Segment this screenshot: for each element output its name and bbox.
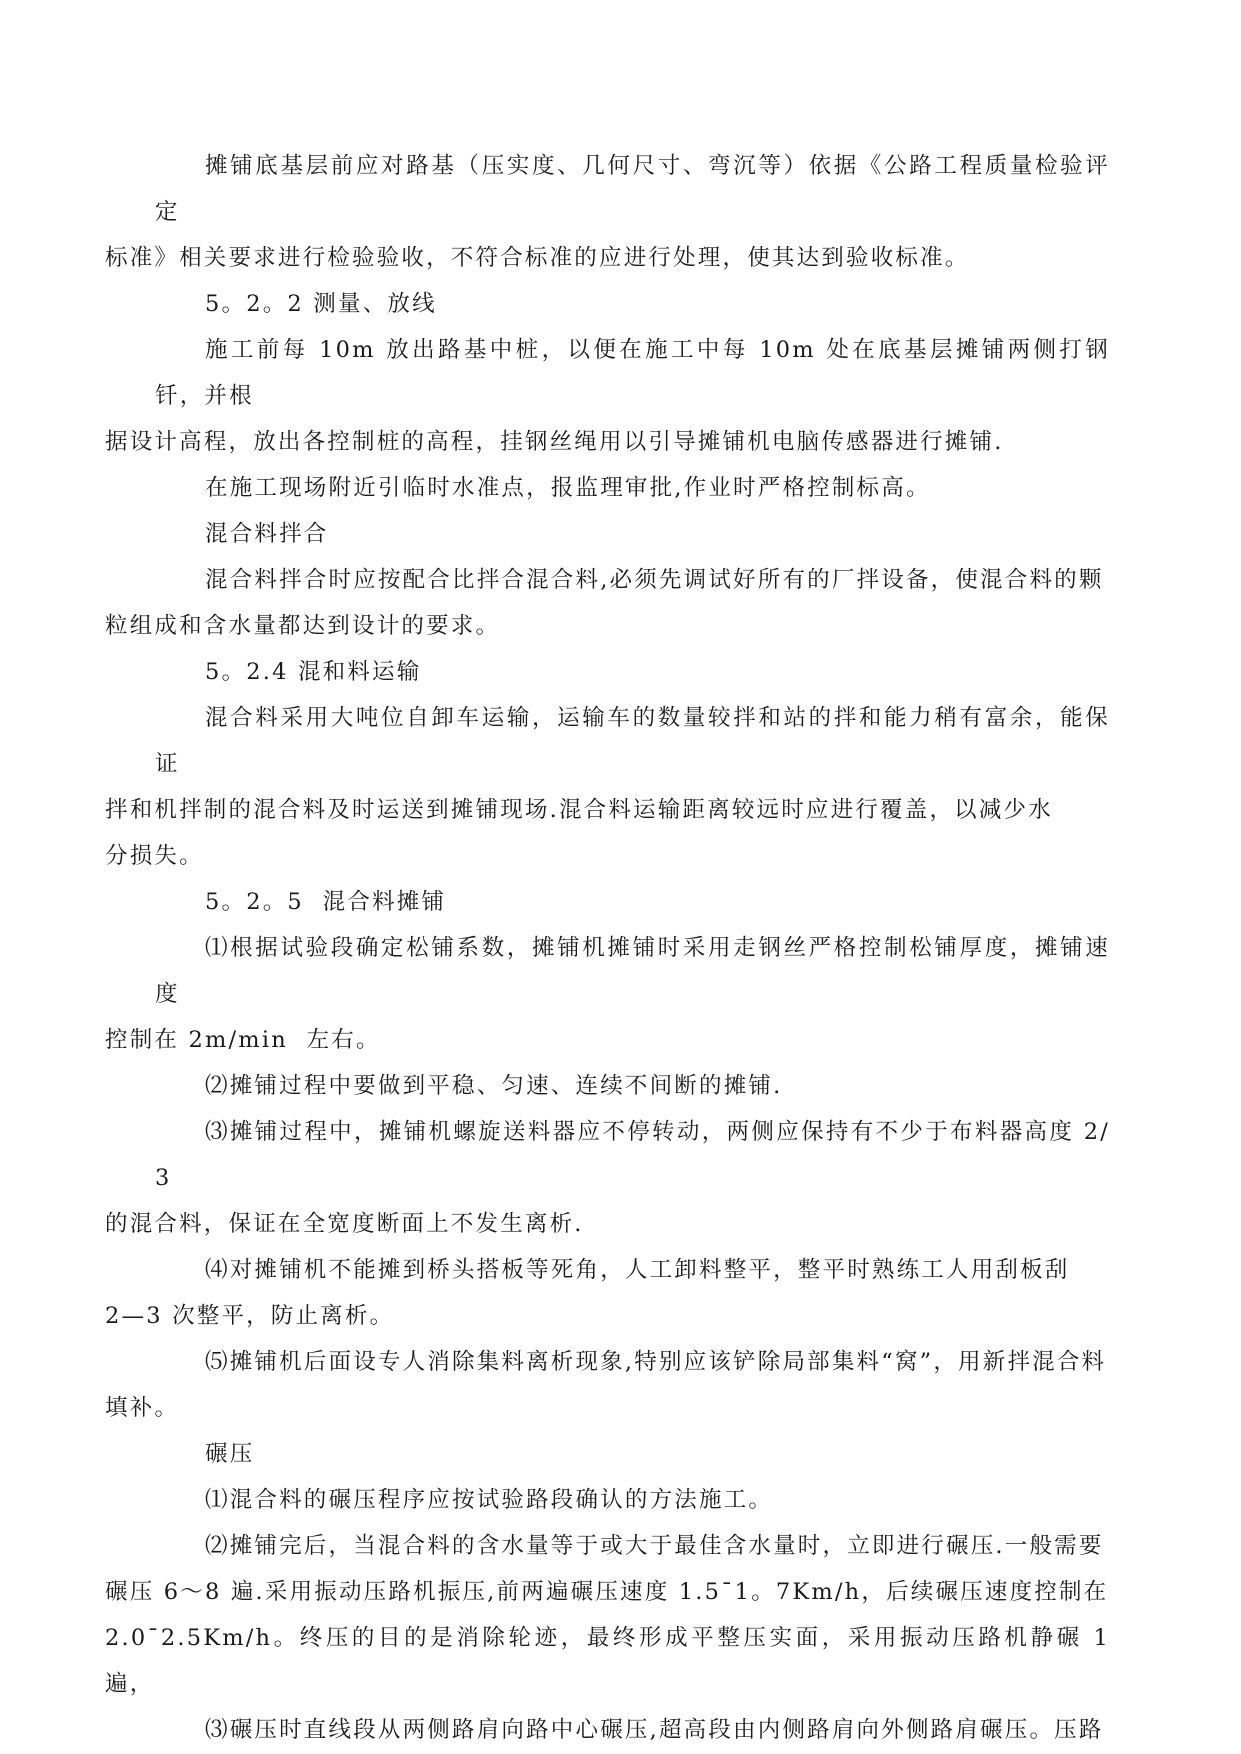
- paragraph-line: 分损失。: [105, 843, 204, 869]
- paragraph: [105, 1247, 1110, 1339]
- paragraph-line: 2—3 次整平，防止离析。: [105, 1303, 395, 1329]
- paragraph-line: 在施工现场附近引临时水准点，报监理审批,作业时严格控制标高。: [205, 475, 931, 501]
- paragraph-line: 标准》相关要求进行检验验收，不符合标准的应进行处理，使其达到验收标准。: [105, 245, 970, 271]
- paragraph: [105, 925, 1110, 1063]
- paragraph-line: 拌和机拌制的混合料及时运送到摊铺现场.混合料运输距离较远时应进行覆盖，以减少水: [105, 797, 1053, 823]
- paragraph: [155, 1063, 1110, 1109]
- paragraph-line: ⑴混合料的碾压程序应按试验路段确认的方法施工。: [205, 1487, 774, 1513]
- section-heading: 5。2。2 测量、放线: [205, 291, 437, 317]
- paragraph-line: 粒组成和含水量都达到设计的要求。: [105, 613, 501, 639]
- paragraph: [105, 695, 1110, 879]
- paragraph: [105, 1339, 1110, 1431]
- paragraph-line: 控制在 2m/min 左右。: [105, 1027, 381, 1053]
- paragraph: [105, 557, 1110, 649]
- paragraph-line: ⑵摊铺过程中要做到平稳、匀速、连续不间断的摊铺.: [205, 1073, 783, 1099]
- section-heading: 碾压: [205, 1441, 255, 1467]
- paragraph-line: 摊铺底基层前应对路基（压实度、几何尺寸、弯沉等）依据《公路工程质量检验评定: [155, 153, 1110, 225]
- paragraph: [105, 143, 1110, 281]
- paragraph-line: 混合料采用大吨位自卸车运输，运输车的数量较拌和站的拌和能力稍有富余，能保证: [155, 705, 1110, 777]
- paragraph-line: ⑸摊铺机后面设专人消除集料离析现象,特别应该铲除局部集料“窝”，用新拌混合料: [205, 1349, 1107, 1375]
- paragraph-line: 据设计高程，放出各控制桩的高程，挂钢丝绳用以引导摊铺机电脑传感器进行摊铺.: [105, 429, 1004, 455]
- paragraph-line: 碾压 6～8 遍.采用振动压路机振压,前两遍碾压速度 1.5ˉ1。7Km/h，后续碾压速度控制在: [105, 1579, 1109, 1605]
- section-heading: 5。2.4 混和料运输: [205, 659, 422, 685]
- paragraph-line: 2.0ˉ2.5Km/h。终压的目的是消除轮迹，最终形成平整压实面，采用振动压路机静碾 1 遍，: [105, 1625, 1120, 1697]
- paragraph-line: ⑶摊铺过程中，摊铺机螺旋送料器应不停转动，两侧应保持有不少于布料器高度 2/3: [155, 1119, 1110, 1191]
- paragraph-line: 填补。: [105, 1395, 180, 1421]
- paragraph: [155, 465, 1110, 511]
- paragraph: [155, 1477, 1110, 1523]
- paragraph: [105, 1523, 1120, 1707]
- paragraph-line: 施工前每 10m 放出路基中桩，以便在施工中每 10m 处在底基层摊铺两侧打钢钎，并根: [155, 337, 1110, 409]
- paragraph-line: ⑴根据试验段确定松铺系数，摊铺机摊铺时采用走钢丝严格控制松铺厚度，摊铺速度: [155, 935, 1110, 1007]
- section-heading: 混合料拌合: [205, 521, 329, 547]
- document-page: [105, 143, 1120, 1753]
- paragraph: [105, 327, 1110, 465]
- paragraph-line: 混合料拌合时应按配合比拌合混合料,必须先调试好所有的厂拌设备，使混合料的颗: [205, 567, 1104, 593]
- paragraph-line: ⑷对摊铺机不能摊到桥头搭板等死角，人工卸料整平，整平时熟练工人用刮板刮: [205, 1257, 1070, 1283]
- paragraph: [105, 1109, 1110, 1247]
- paragraph: [155, 1707, 1110, 1753]
- paragraph-line: ⑵摊铺完后，当混合料的含水量等于或大于最佳含水量时，立即进行碾压.一般需要: [205, 1533, 1104, 1559]
- paragraph-line: ⑶碾压时直线段从两侧路肩向路中心碾压,超高段由内侧路肩向外侧路肩碾压。压路: [205, 1717, 1104, 1743]
- section-heading: 5。2。5 混合料摊铺: [205, 889, 447, 915]
- paragraph-line: 的混合料，保证在全宽度断面上不发生离析.: [105, 1211, 584, 1237]
